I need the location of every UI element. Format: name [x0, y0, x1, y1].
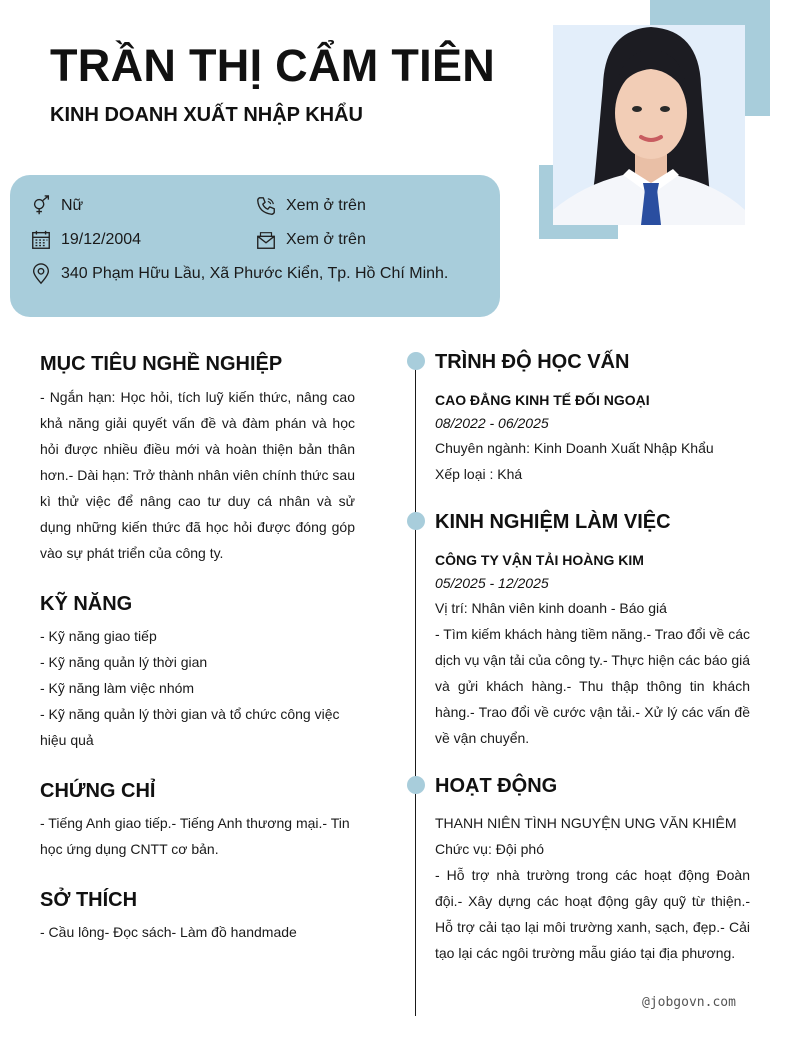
gender-value: Nữ [61, 197, 84, 214]
objective-title: MỤC TIÊU NGHỀ NGHIỆP [40, 353, 283, 375]
location-icon [30, 263, 52, 285]
education-dates: 08/2022 - 06/2025 [435, 415, 549, 431]
skill-item: - Kỹ năng quản lý thời gian [40, 654, 208, 670]
objective-text: - Ngắn hạn: Học hỏi, tích luỹ kiến thức, nâng cao khả năng giải quyết vấn đề và đàm phán và học hỏi được nhiều điều mới và hoàn thiện bản thân hơn.- Dài hạn: Trở thành nhân viên chính thức sau kì thử việc để nâng cao tư duy cá nhân và sử dụng những kiến thức đã học hỏi được đóng góp vào sự phát triển của công ty. [40, 389, 355, 561]
candidate-name: TRẦN THỊ CẨM TIÊN [50, 40, 496, 91]
phone-icon [255, 195, 277, 217]
education-school: CAO ĐẲNG KINH TẾ ĐỐI NGOẠI [435, 392, 650, 408]
experience-title: KINH NGHIỆM LÀM VIỆC [435, 511, 671, 533]
email-value: Xem ở trên [286, 231, 366, 248]
activities-org: THANH NIÊN TÌNH NGUYỆN UNG VĂN KHIÊM [435, 815, 737, 831]
timeline-dot [407, 352, 425, 370]
experience-dates: 05/2025 - 12/2025 [435, 575, 549, 591]
hobbies-text: - Cầu lông- Đọc sách- Làm đồ handmade [40, 924, 297, 940]
timeline-line [415, 360, 416, 1016]
skill-item: - Kỹ năng quản lý thời gian và tổ chức công việc hiệu quả [40, 706, 340, 748]
experience-desc: - Tìm kiếm khách hàng tiềm năng.- Trao đổi về các dịch vụ vận tải của công ty.- Thực hiện các báo giá và gửi khách hàng.- Thu thập thông tin khách hàng.- Trao đổi về cước vận tải.- Xử lý các vấn đề về vận chuyển. [435, 626, 750, 746]
education-rank: Xếp loại : Khá [435, 466, 523, 482]
certificates-text: - Tiếng Anh giao tiếp.- Tiếng Anh thương mại.- Tin học ứng dụng CNTT cơ bản. [40, 815, 350, 857]
dob-value: 19/12/2004 [61, 231, 142, 248]
timeline-dot [407, 776, 425, 794]
hobbies-title: SỞ THÍCH [40, 889, 138, 911]
job-title: KINH DOANH XUẤT NHẬP KHẨU [50, 104, 363, 126]
education-major: Chuyên ngành: Kinh Doanh Xuất Nhập Khẩu [435, 440, 714, 456]
certificates-title: CHỨNG CHỈ [40, 780, 156, 802]
skills-title: KỸ NĂNG [40, 593, 133, 615]
activities-title: HOẠT ĐỘNG [435, 775, 558, 797]
contact-phone [255, 195, 366, 217]
address-value: 340 Phạm Hữu Lầu, Xã Phước Kiển, Tp. Hồ Chí Minh. [61, 265, 449, 282]
skill-item: - Kỹ năng làm việc nhóm [40, 680, 195, 696]
gender-icon [30, 195, 52, 217]
contact-gender [30, 195, 83, 217]
experience-company: CÔNG TY VẬN TẢI HOÀNG KIM [435, 552, 644, 568]
watermark: @jobgovn.com [642, 995, 736, 1010]
email-icon [255, 229, 277, 251]
contact-email [255, 229, 366, 251]
contact-address [30, 263, 448, 285]
activities-desc: - Hỗ trợ nhà trường trong các hoạt động Đoàn đội.- Xây dựng các hoạt động gây quỹ từ thiện.- Hỗ trợ cải tạo lại môi trường xanh, sạch, đẹp.- Cải tạo lại các ngôi trường mẫu giáo tại địa phương. [435, 867, 750, 961]
activities-role: Chức vụ: Đội phó [435, 841, 544, 857]
calendar-icon [30, 229, 52, 251]
education-title: TRÌNH ĐỘ HỌC VẤN [435, 351, 630, 373]
experience-position: Vị trí: Nhân viên kinh doanh - Báo giá [435, 600, 667, 616]
timeline-dot [407, 512, 425, 530]
phone-value: Xem ở trên [286, 197, 366, 214]
skill-item: - Kỹ năng giao tiếp [40, 628, 157, 644]
profile-photo [553, 25, 745, 225]
contact-dob [30, 229, 141, 251]
